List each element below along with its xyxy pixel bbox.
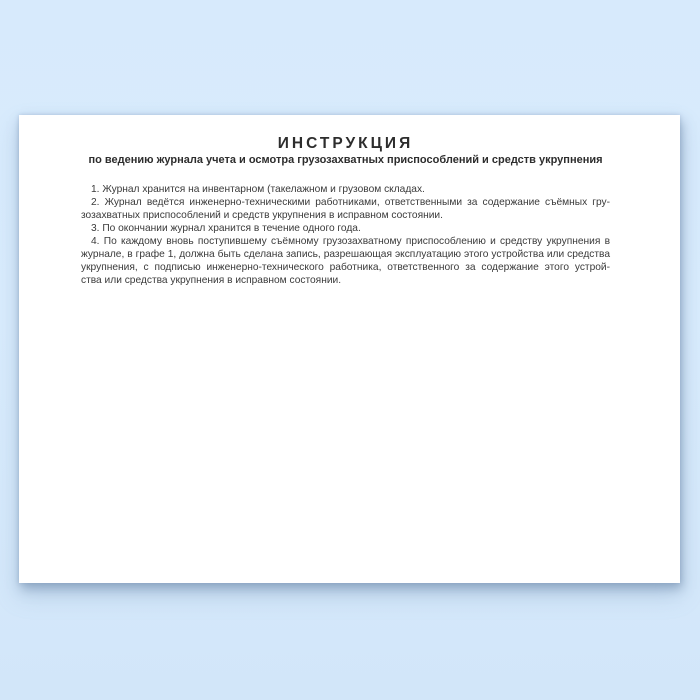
document-text-line: 4. По каждому вновь поступившему съёмному грузозахватному приспособлению и средству укрупнения в [91, 236, 610, 247]
document-body [81, 183, 610, 287]
document-text-line: 1. Журнал хранится на инвентарном (такелажном и грузовом складах. [91, 184, 425, 195]
document-subtitle: по ведению журнала учета и осмотра грузозахватных приспособлений и средств укрупнения [88, 154, 603, 166]
document-text-line: зозахватных приспособлений и средств укрупнения в исправном состоянии. [81, 210, 443, 221]
document-text-line: 3. По окончании журнал хранится в течение одного года. [91, 223, 361, 234]
document-text-line: 2. Журнал ведётся инженерно-техническими работниками, ответственными за содержание съёмных гру- [91, 197, 610, 208]
document-title: ИНСТРУКЦИЯ [277, 135, 414, 152]
document-text-line: ства или средства укрупнения в исправном состоянии. [81, 275, 342, 286]
document-text-line: укрупнения, с подписью инженерно-технического работника, ответственного за содержание этого устрой- [81, 262, 610, 273]
document-text-line: журнале, в графе 1, должна быть сделана запись, разрешающая эксплуатацию этого устройства или средства [81, 249, 610, 260]
document-page [19, 115, 680, 583]
